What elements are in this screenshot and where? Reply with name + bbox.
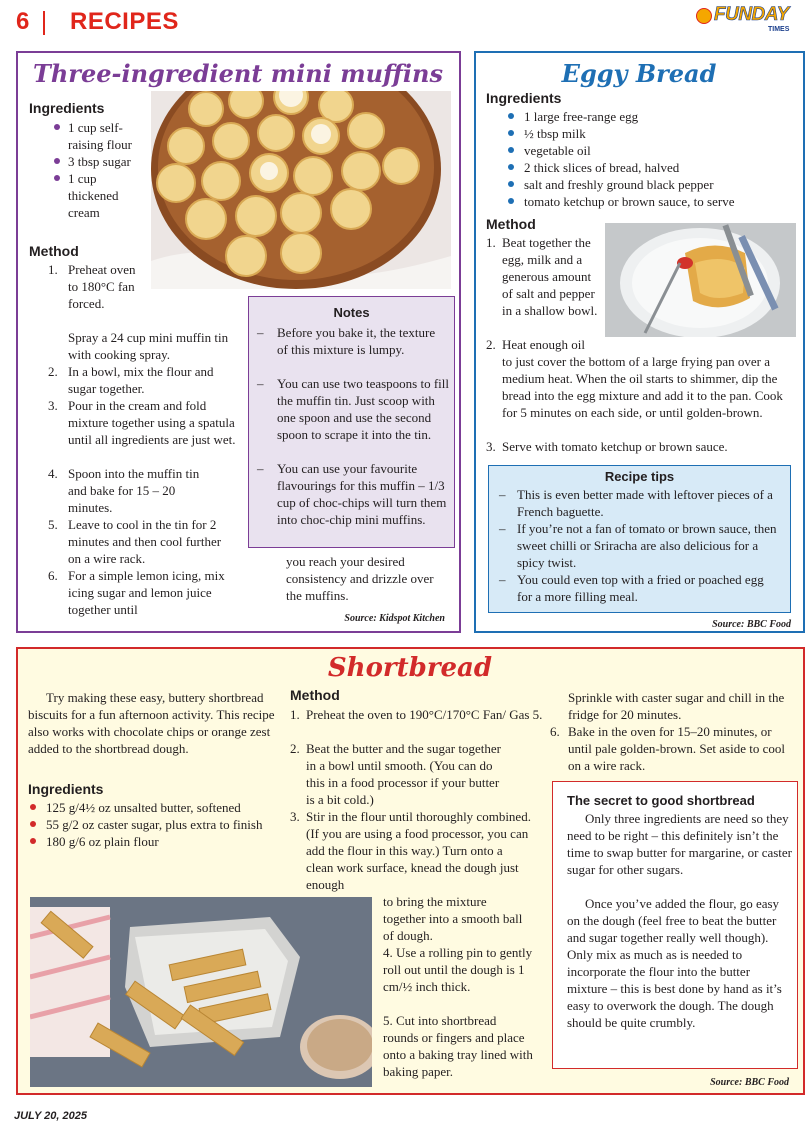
page-number: 6 [16,8,30,35]
list-item: salt and freshly ground black pepper [524,176,794,193]
list-item: ½ tbsp milk [524,125,794,142]
tips-heading: Recipe tips [604,469,675,484]
eggy-step-1: Beat together the egg, milk and a generous amount of salt and pepper in a shallow bowl. [502,235,598,318]
eggy-source: Source: BBC Food [712,619,791,630]
eggy-step-2b: to just cover the bottom of a large frying pan over a medium heat. When the oil starts to shimmer, dip the bread into the egg mixture and add it to the pan. Cook for 5 minutes on each side, or until golden-brown. [502,354,783,420]
eggy-bread-photo [605,223,796,337]
tip-3: You could even top with a fried or poached egg for a more filling meal. [517,572,764,604]
notes-heading: Notes [333,305,370,320]
shortbread-step-5b: Sprinkle with caster sugar and chill in the fridge for 20 minutes. [568,690,785,722]
logo-wordmark: FUNDAY [714,4,789,25]
eggy-step-3: Serve with tomato ketchup or brown sauce. [502,439,728,454]
shortbread-step-1: Preheat the oven to 190°C/170°C Fan/ Gas 5. [306,707,543,722]
tip-2: If you’re not a fan of tomato or brown sauce, then sweet chilli or Sriracha are also delicious for a spicy twist. [517,521,777,570]
muffins-photo [151,91,451,289]
note-1: Before you bake it, the texture of this mixture is lumpy. [277,325,436,357]
footer-date: JULY 20, 2025 [14,1110,87,1122]
header-divider [43,11,45,35]
note-3: You can use your favourite flavourings for this muffin – 1/3 cup of choc-chips will turn them into choc-chip mini muffins. [277,461,447,527]
muffin-step-6a: For a simple lemon icing, mix icing sugar and lemon juice together until [68,568,225,617]
tip-1: This is even better made with leftover pieces of a French baguette. [517,487,773,519]
secret-heading: The secret to good shortbread [567,793,755,808]
list-item: 125 g/4½ oz unsalted butter, softened [46,799,276,816]
shortbread-step-2: Beat the butter and the sugar together in a bowl until smooth. (You can do this in a food processor if your butter is a bit cold.) [306,741,501,807]
eggy-method-heading: Method [486,216,536,232]
shortbread-source: Source: BBC Food [710,1077,789,1088]
eggy-ingredients-list [524,108,794,210]
shortbread-photo [30,897,372,1087]
muffin-step-4: Spoon into the muffin tin and bake for 15 – 20 minutes. [68,466,200,515]
eggy-title: Eggy Bread [561,59,717,88]
section-title: RECIPES [70,8,179,35]
shortbread-title: Shortbread [327,653,493,683]
list-item: vegetable oil [524,142,794,159]
eggy-bread-recipe-box: Eggy Bread Ingredients 1 large free-range egg ½ tbsp milk vegetable oil 2 thick slices of bread, halved salt and freshly ground black pepper tomato ketchup or brown sauce, to serve Method 1. Beat together the egg, milk and a generous amount of salt and pepper in a shallow bowl. 2. Heat enough oil to just cover the bottom of a large frying pan over a medium heat. When the oil starts to shimmer, dip the bread into the egg mixture and add it to the pan. Cook for 5 minutes on each side, or until golden-brown. 3. Serve with tomato ketchup or brown sauce. Recipe tips – This is even better made with leftover pieces of a French baguette. – If you’re not a fan of tomato or brown sauce, then sweet chilli or Sriracha are also delicious for a spicy twist. – You could even top with a fried or poached egg for a more filling meal. Source: BBC Food [474,51,805,633]
eggy-tips-box: Recipe tips – This is even better made with leftover pieces of a French baguette. – If you’re not a fan of tomato or brown sauce, then sweet chilli or Sriracha are also delicious for a spicy twist. – You could even top with a fried or poached egg for a more filling meal. [488,465,791,613]
list-item: 2 thick slices of bread, halved [524,159,794,176]
muffin-step-6b: you reach your desired consistency and drizzle over the muffins. [286,554,434,603]
muffin-recipe-box: Three-ingredient mini muffins Ingredients 1 cup self-raising flour 3 tbsp sugar 1 cup thickened cream Method 1. Preheat oven to 180°C fan forced. Spray a 24 cup mini muffin tin with cooking spray. 2. In a bowl, mix the flour and sugar together. 3. Pour in the cream and fold mixture together using a spatula until all ingredients are just wet. 4. Spoon into the muffin tin and bake for 15 – 20 minutes. 5. Leave to cool in the tin for 2 minutes and then cool further on a wire rack. 6. For a simple lemon icing, mix icing sugar and lemon juice together until you reach your desired consistency and drizzle over the muffins. Notes – Before you bake it, the texture of this mixture is lumpy. – You can use two teaspoons to fill the muffin tin. Just scoop with one spoon and use the second spoon to scrape it into the tin. – You can use your favourite flavourings for this muffin – 1/3 cup of choc-chips will turn them into choc-chip mini muffins. Source: Kidspot Kitchen [16,51,461,633]
note-2: You can use two teaspoons to fill the muffin tin. Just scoop with one spoon and use the second spoon to scrape it into the tin. [277,376,450,442]
shortbread-step-3a: Stir in the flour until thoroughly combined. (If you are using a food processor, you can add the flour in this way.) Turn onto a clean work surface, knead the dough just enough [306,809,531,892]
secret-paragraph-2: Once you’ve added the flour, go easy on the dough (feel free to beat the butter and sugar together really well though). Only mix as much as is needed to incorporate the flour into the butter mixture – this is best done by hand as it’s easy to overwork the dough. The dough should be quite crumbly. [567,896,782,1030]
funday-times-logo [696,4,806,38]
shortbread-intro: Try making these easy, buttery shortbread biscuits for a fun afternoon activity. This recipe also works with chocolate chips or orange zest added to the shortbread dough. [28,690,275,756]
shortbread-step-6: Bake in the oven for 15–20 minutes, or until pale golden-brown. Set aside to cool on a wire rack. [568,724,785,773]
muffin-step-1b: Spray a 24 cup mini muffin tin with cooking spray. [68,330,229,362]
muffin-notes-box: Notes – Before you bake it, the texture of this mixture is lumpy. – You can use two teaspoons to fill the muffin tin. Just scoop with one spoon and use the second spoon to scrape it into the tin. – You can use your favourite flavourings for this muffin – 1/3 cup of choc-chips will turn them into choc-chip mini muffins. [248,296,455,548]
shortbread-secret-box [552,781,798,1069]
muffin-step-5: Leave to cool in the tin for 2 minutes and then cool further on a wire rack. [68,517,222,566]
list-item: 3 tbsp sugar [68,153,148,170]
list-item: tomato ketchup or brown sauce, to serve [524,193,794,210]
muffin-title: Three-ingredient mini muffins [33,59,443,88]
shortbread-step-3b: to bring the mixture together into a smooth ball of dough. [383,894,523,943]
muffin-source: Source: Kidspot Kitchen [344,613,445,624]
shortbread-recipe-box: Shortbread Try making these easy, buttery shortbread biscuits for a fun afternoon activity. This recipe also works with chocolate chips or orange zest added to the shortbread dough. Ingredients 125 g/4½ oz unsalted butter, softened 55 g/2 oz caster sugar, plus extra to finish 180 g/6 oz plain flour Method 1. Preheat the oven to 190°C/170°C Fan/ Gas 5. 2. Beat the butter and the sugar together in a bowl until smooth. (You can do this in a food processor if your butter is a bit cold.) 3. Stir in the flour until thoroughly combined. (If you are using a food processor, you can add the flour in this way.) Turn onto a clean work surface, knead the dough just enough to bring the mixture together into a smooth ball of dough. 4. Use a rolling pin to gently roll out until the dough is 1 cm/½ inch thick. 5. Cut into shortbread rounds or fingers and place onto a baking tray lined with baking paper. Sprinkle with caster sugar and chill in the fridge for 20 minutes. 6. Bake in the oven for 15–20 minutes, or until pale golden-brown. Set aside to cool on a wire rack. The secret to good shortbread Only three ingredients are need so they need to be right – this definitely isn’t the time to swap butter for margarine, or caster sugar for other sugars. Once you’ve added the flour, go easy on the dough (feel free to beat the butter and sugar together really well though). Only mix as much as is needed to incorporate the flour into the butter mixture – this is best done by hand as it’s easy to overwork the dough. The dough should be quite crumbly. Source: BBC Food [16,647,805,1095]
shortbread-step-5a: 5. Cut into shortbread rounds or fingers and place onto a baking tray lined with baking paper. [383,1013,533,1079]
shortbread-ingredients-list [46,799,276,850]
eggy-ingredients-heading: Ingredients [486,90,562,106]
step-number: 1. [48,262,58,277]
muffin-ingredients-list [68,119,148,221]
shortbread-method-heading: Method [290,687,340,703]
list-item: 1 cup thickened cream [68,170,148,221]
muffin-step-1a: Preheat oven to 180°C fan forced. [68,262,136,311]
muffin-ingredients-heading: Ingredients [29,100,105,116]
list-item: 1 large free-range egg [524,108,794,125]
shortbread-ingredients-heading: Ingredients [28,781,104,797]
list-item: 55 g/2 oz caster sugar, plus extra to finish [46,816,276,833]
secret-paragraph-1: Only three ingredients are need so they need to be right – this definitely isn’t the time to swap butter for margarine, or caster sugar for other sugars. [567,811,793,877]
logo-mascot-icon [696,8,712,24]
logo-subtext: TIMES [768,26,790,33]
eggy-step-2a: Heat enough oil [502,337,586,352]
list-item: 180 g/6 oz plain flour [46,833,276,850]
shortbread-step-4: 4. Use a rolling pin to gently roll out until the dough is 1 cm/½ inch thick. [383,945,533,994]
muffin-method-heading: Method [29,243,79,259]
list-item: 1 cup self-raising flour [68,119,148,153]
muffin-step-3: Pour in the cream and fold mixture together using a spatula until all ingredients are just wet. [68,398,236,447]
muffin-step-2: In a bowl, mix the flour and sugar together. [68,364,214,396]
